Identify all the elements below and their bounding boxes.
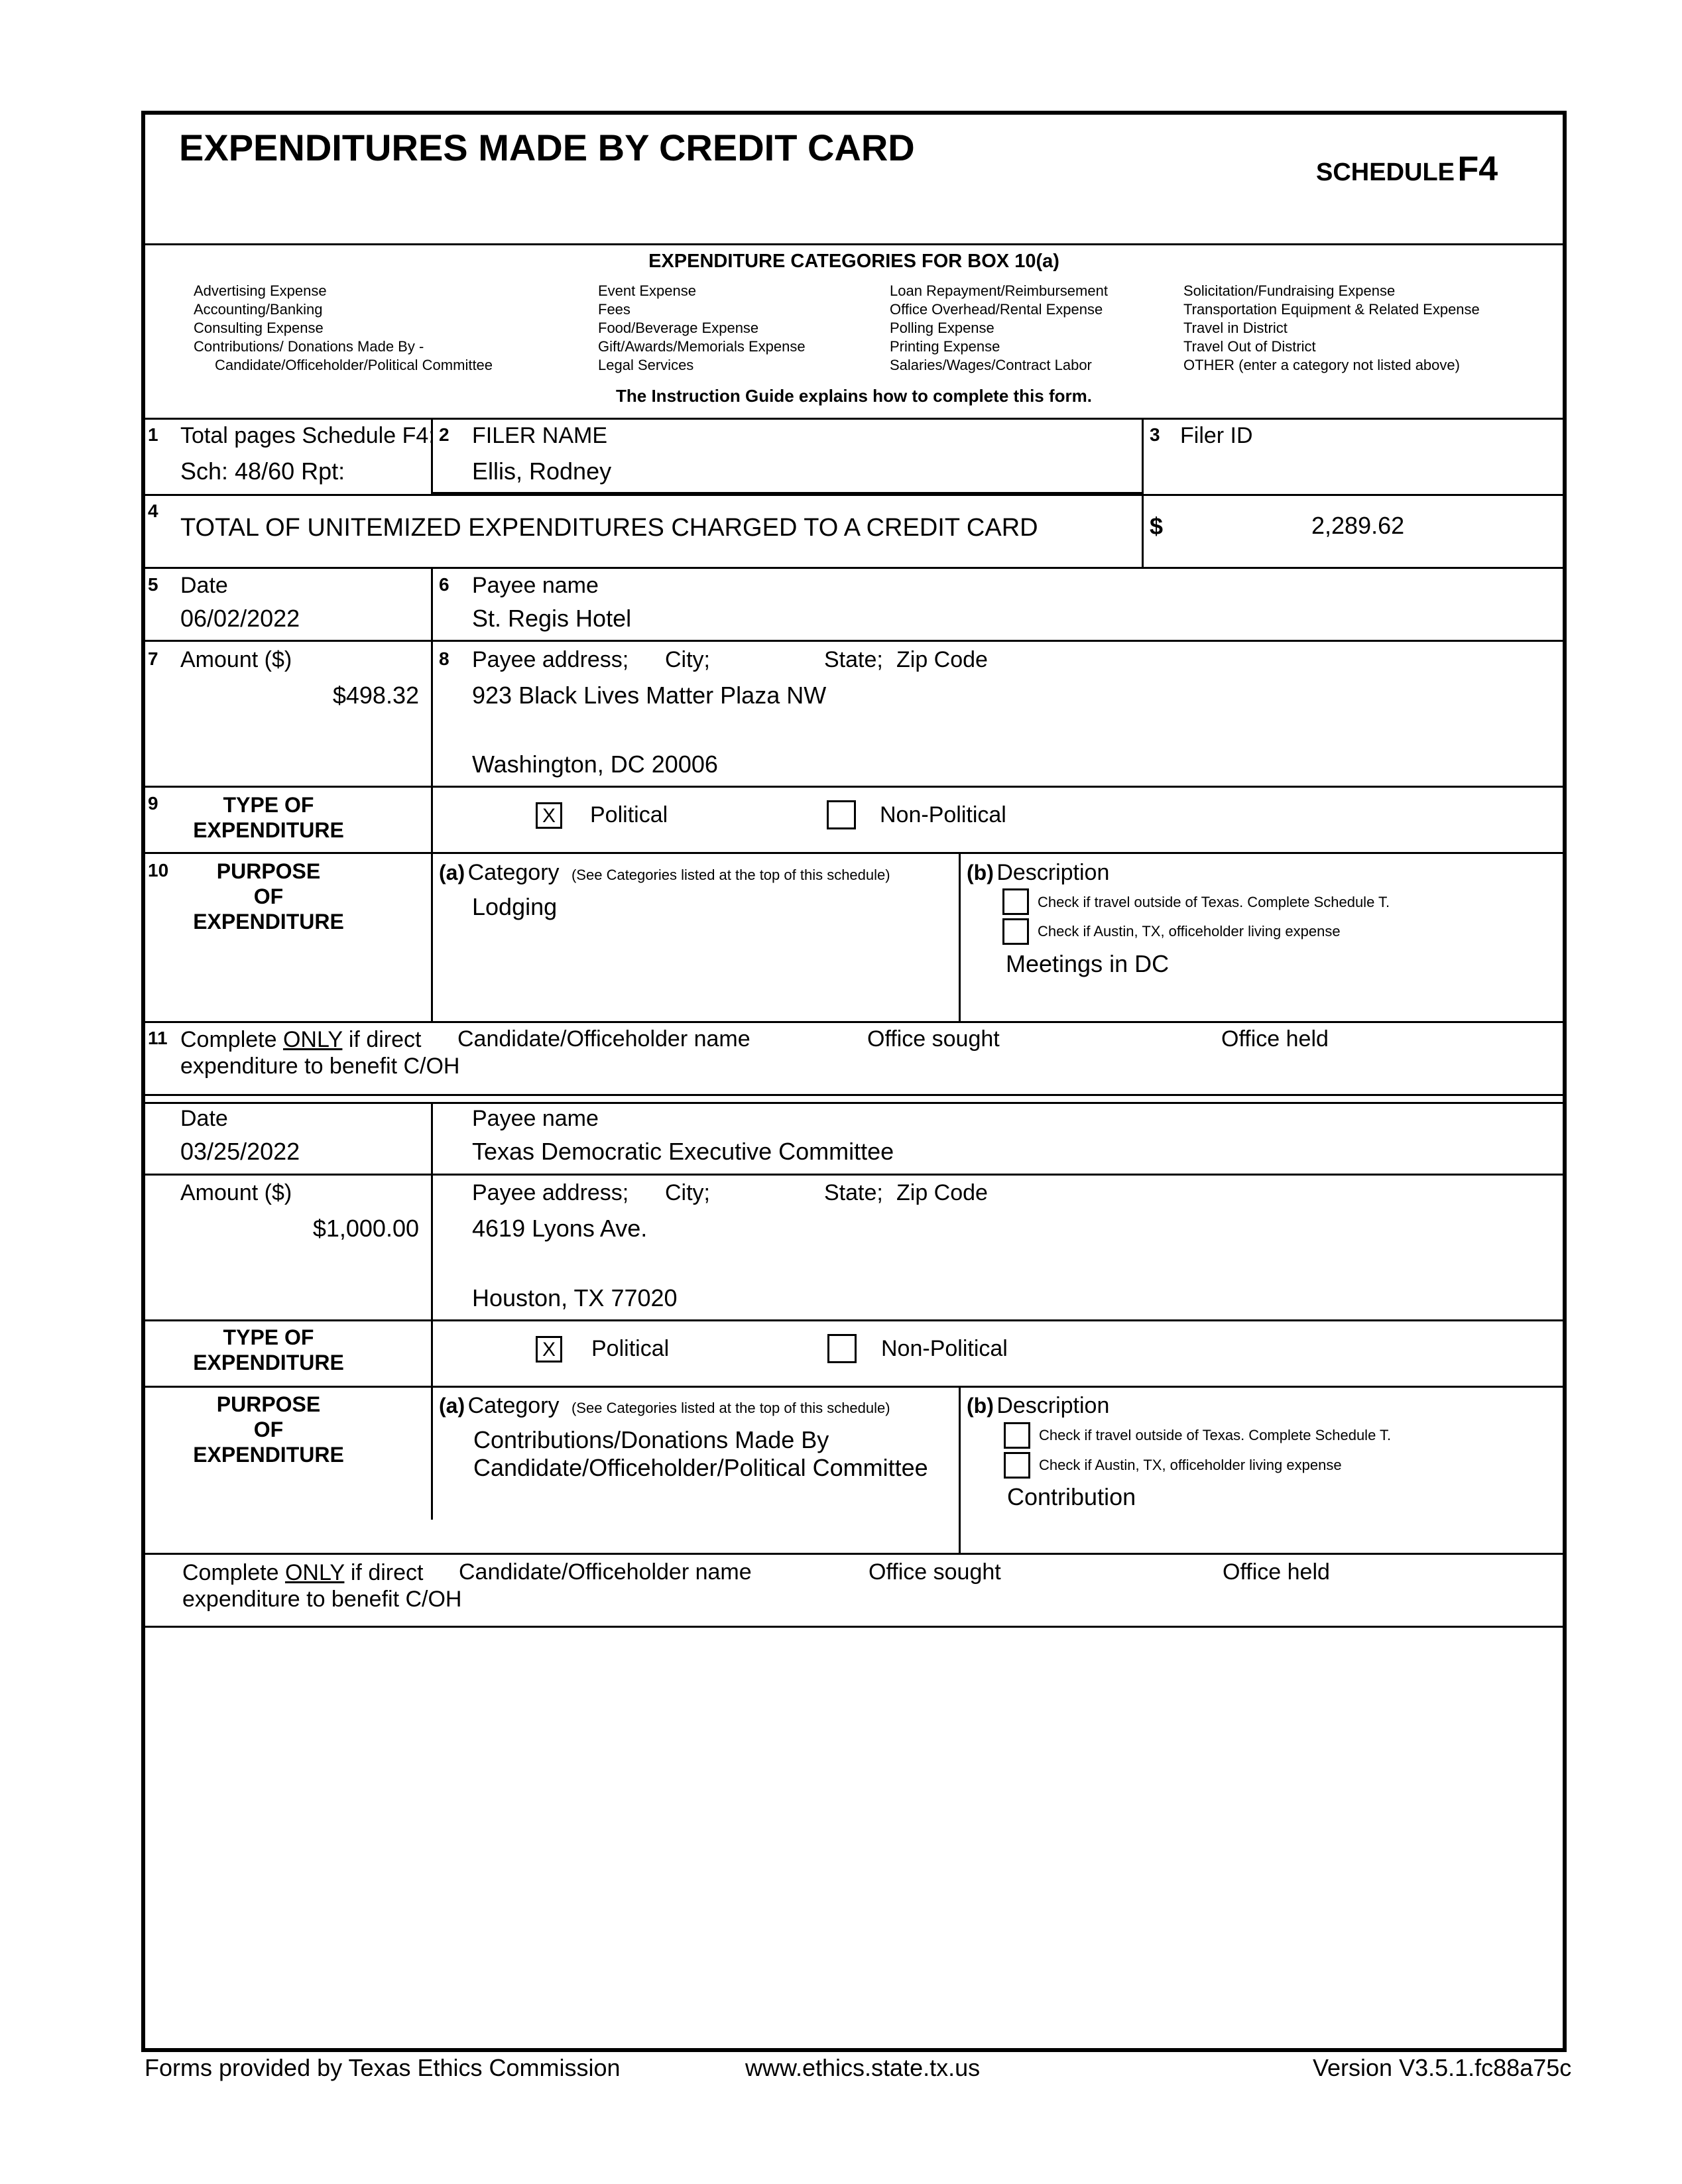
category-item: Gift/Awards/Memorials Expense (598, 338, 806, 355)
description-label (967, 860, 1109, 886)
description-word: Description (996, 1393, 1110, 1418)
entry-date: 06/02/2022 (180, 605, 300, 632)
category-item: Food/Beverage Expense (598, 320, 759, 336)
zip-label: Zip Code (896, 1180, 988, 1205)
travel-outside-texas-label: Check if travel outside of Texas. Complete Schedule T. (1038, 894, 1390, 910)
categories-heading: EXPENDITURE CATEGORIES FOR BOX 10(a) (648, 251, 1059, 272)
category-item: Office Overhead/Rental Expense (890, 301, 1103, 318)
complete-only-line1 (182, 1559, 461, 1586)
category-label (439, 860, 890, 886)
purpose-text: PURPOSE (216, 859, 321, 883)
complete-only-line2: expenditure to benefit C/OH (182, 1587, 462, 1612)
category-column-3 (890, 282, 1108, 375)
schedule-label (1316, 149, 1498, 189)
entry-address-line2: Washington, DC 20006 (472, 751, 718, 778)
category-item: Salaries/Wages/Contract Labor (890, 357, 1092, 373)
total-pages-value: Sch: 48/60 Rpt: (180, 457, 345, 485)
category-item: Contributions/ Donations Made By - (194, 338, 424, 355)
field-number-5: 5 (148, 574, 158, 595)
filer-name-value: Ellis, Rodney (472, 457, 612, 485)
office-sought-label: Office sought (867, 1026, 1000, 1052)
type-of-expenditure-label (152, 792, 385, 843)
office-sought-label: Office sought (869, 1559, 1001, 1585)
entry-description: Meetings in DC (1006, 950, 1170, 977)
footer-provider: Forms provided by Texas Ethics Commission (145, 2054, 621, 2081)
political-checkbox[interactable]: X (536, 802, 562, 829)
instruction-guide-note: The Instruction Guide explains how to complete this form. (616, 386, 1092, 406)
schedule-code: F4 (1457, 150, 1498, 188)
type-of-text: TYPE OF (223, 793, 314, 817)
category-item: Travel Out of District (1183, 338, 1316, 355)
austin-living-expense-label: Check if Austin, TX, officeholder living expense (1039, 1457, 1342, 1473)
field-number-3: 3 (1150, 424, 1160, 445)
category-column-1 (194, 282, 493, 375)
category-item: Candidate/Officeholder/Political Committee (215, 357, 493, 373)
schedule-word: SCHEDULE (1316, 158, 1455, 186)
only-underlined: ONLY (284, 1560, 345, 1585)
entry-description: Contribution (1007, 1483, 1136, 1510)
category-item: Transportation Equipment & Related Expense (1183, 301, 1480, 318)
category-column-4 (1183, 282, 1480, 375)
field-number-10: 10 (148, 860, 169, 880)
payee-address-label: Payee address; (472, 1180, 629, 1205)
entry-date: 03/25/2022 (180, 1138, 300, 1165)
description-word: Description (996, 860, 1110, 885)
complete-pre: Complete (182, 1560, 279, 1585)
category-item: Consulting Expense (194, 320, 324, 336)
category-item: Printing Expense (890, 338, 1000, 355)
category-word: Category (467, 860, 560, 885)
description-prefix: (b) (967, 861, 994, 884)
payee-name-label: Payee name (472, 1106, 599, 1131)
non-political-label: Non-Political (881, 1336, 1008, 1361)
payee-name-label: Payee name (472, 573, 599, 598)
candidate-name-label: Candidate/Officeholder name (457, 1026, 751, 1052)
category-item: Fees (598, 301, 631, 318)
complete-only-line1 (180, 1026, 459, 1053)
only-underlined: ONLY (282, 1027, 343, 1052)
non-political-checkbox[interactable] (827, 800, 856, 829)
entry-address-line1: 923 Black Lives Matter Plaza NW (472, 682, 827, 709)
category-item: Accounting/Banking (194, 301, 323, 318)
form-title: EXPENDITURES MADE BY CREDIT CARD (179, 127, 915, 168)
entry-address-line1: 4619 Lyons Ave. (472, 1215, 648, 1242)
expenditure-text: EXPENDITURE (193, 1443, 344, 1467)
complete-pre: Complete (180, 1027, 277, 1052)
category-word: Category (467, 1393, 560, 1418)
field-number-2: 2 (439, 424, 450, 445)
office-held-label: Office held (1221, 1026, 1329, 1052)
amount-label: Amount ($) (180, 1180, 292, 1205)
austin-living-expense-checkbox[interactable] (1002, 918, 1029, 945)
currency-symbol: $ (1150, 513, 1164, 540)
complete-post: if direct (348, 1027, 422, 1052)
purpose-text: PURPOSE (216, 1392, 321, 1416)
category-item: Travel in District (1183, 320, 1288, 336)
type-of-expenditure-label (152, 1325, 385, 1375)
expenditure-text: EXPENDITURE (193, 818, 344, 842)
field-number-6: 6 (439, 574, 450, 595)
travel-outside-texas-label: Check if travel outside of Texas. Complete Schedule T. (1039, 1427, 1392, 1443)
filer-name-label: FILER NAME (472, 423, 608, 448)
entry-category-line1: Lodging (472, 893, 558, 920)
travel-outside-texas-checkbox[interactable] (1002, 888, 1029, 915)
austin-living-expense-label: Check if Austin, TX, officeholder living expense (1038, 923, 1341, 940)
state-label: State; (824, 1180, 883, 1205)
description-label (967, 1393, 1109, 1419)
entry-category-line1: Contributions/Donations Made By (473, 1426, 829, 1453)
non-political-label: Non-Political (880, 802, 1006, 827)
filer-id-label: Filer ID (1180, 423, 1253, 448)
city-label: City; (665, 647, 710, 672)
date-label: Date (180, 573, 228, 598)
category-item: Advertising Expense (194, 282, 327, 299)
type-of-text: TYPE OF (223, 1325, 314, 1349)
category-item: OTHER (enter a category not listed above) (1183, 357, 1460, 373)
office-held-label: Office held (1223, 1559, 1330, 1585)
category-column-2 (598, 282, 806, 375)
purpose-of-expenditure-label (152, 1392, 385, 1467)
entry-amount: $1,000.00 (312, 1215, 419, 1242)
unitemized-total-value: 2,289.62 (1311, 512, 1405, 539)
field-number-7: 7 (148, 648, 158, 669)
entry-address-line2: Houston, TX 77020 (472, 1284, 678, 1311)
total-pages-label: Total pages Schedule F4: (180, 423, 435, 448)
category-item: Legal Services (598, 357, 694, 373)
category-prefix: (a) (439, 861, 465, 884)
non-political-checkbox[interactable] (827, 1334, 857, 1363)
of-text: OF (253, 1418, 284, 1441)
state-label: State; (824, 647, 883, 672)
unitemized-total-label: TOTAL OF UNITEMIZED EXPENDITURES CHARGED TO A CREDIT CARD (180, 514, 1038, 542)
category-note: (See Categories listed at the top of this schedule) (571, 1400, 890, 1416)
footer-website: www.ethics.state.tx.us (745, 2054, 981, 2081)
category-label (439, 1393, 890, 1419)
zip-label: Zip Code (896, 647, 988, 672)
expenditure-text: EXPENDITURE (193, 1351, 344, 1374)
expenditure-text: EXPENDITURE (193, 910, 344, 934)
political-label: Political (591, 1336, 670, 1361)
category-item: Polling Expense (890, 320, 994, 336)
category-item: Solicitation/Fundraising Expense (1183, 282, 1396, 299)
austin-living-expense-checkbox[interactable] (1004, 1452, 1030, 1479)
complete-post: if direct (350, 1560, 424, 1585)
complete-only-note (182, 1559, 461, 1612)
entry-category-line2: Candidate/Officeholder/Political Committee (473, 1454, 928, 1481)
footer-version: Version V3.5.1.fc88a75c (1313, 2054, 1572, 2081)
field-number-1: 1 (148, 424, 158, 445)
field-number-8: 8 (439, 648, 450, 669)
field-number-9: 9 (148, 793, 158, 814)
complete-only-line2: expenditure to benefit C/OH (180, 1054, 460, 1079)
field-number-11: 11 (148, 1028, 168, 1048)
category-item: Loan Repayment/Reimbursement (890, 282, 1108, 299)
city-label: City; (665, 1180, 710, 1205)
entry-payee: St. Regis Hotel (472, 605, 632, 632)
category-prefix: (a) (439, 1394, 465, 1418)
political-checkbox[interactable]: X (536, 1336, 562, 1363)
field-number-4: 4 (148, 501, 158, 521)
amount-label: Amount ($) (180, 647, 292, 672)
purpose-of-expenditure-label (152, 859, 385, 934)
entry-amount: $498.32 (332, 682, 419, 709)
political-label: Political (590, 802, 668, 827)
description-prefix: (b) (967, 1394, 994, 1418)
entry-payee: Texas Democratic Executive Committee (472, 1138, 894, 1165)
category-item: Event Expense (598, 282, 696, 299)
complete-only-note (180, 1026, 459, 1079)
category-note: (See Categories listed at the top of this schedule) (571, 867, 890, 883)
travel-outside-texas-checkbox[interactable] (1004, 1422, 1030, 1449)
candidate-name-label: Candidate/Officeholder name (459, 1559, 752, 1585)
payee-address-label: Payee address; (472, 647, 629, 672)
of-text: OF (253, 884, 284, 908)
date-label: Date (180, 1106, 228, 1131)
